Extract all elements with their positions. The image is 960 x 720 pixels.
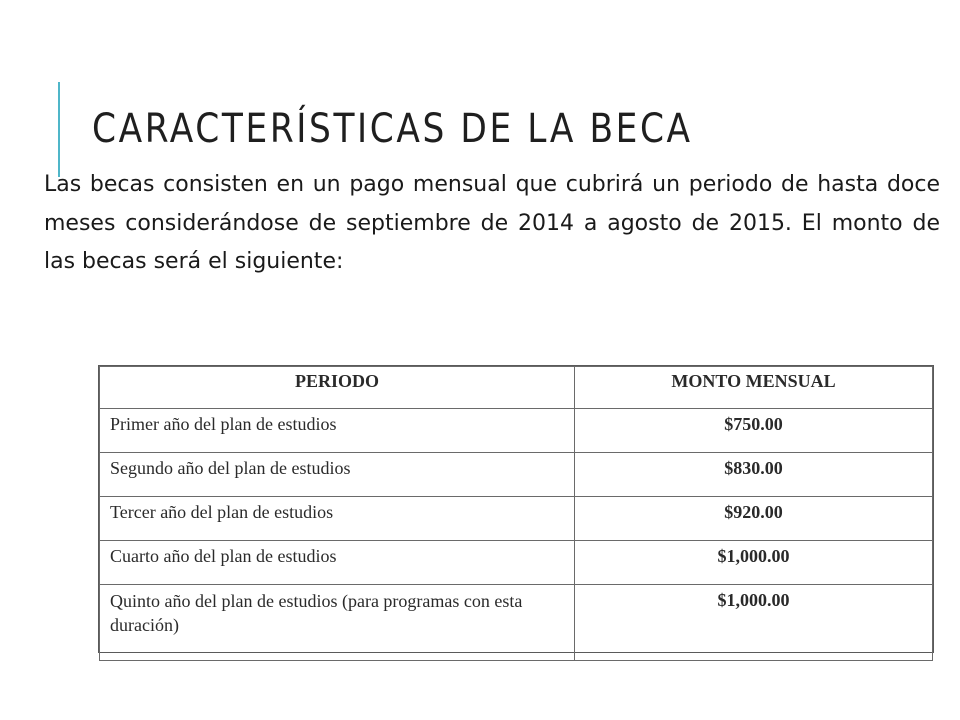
table-row xyxy=(100,453,933,497)
cell-monto: $830.00 xyxy=(575,453,933,497)
cell-periodo: Segundo año del plan de estudios xyxy=(100,453,575,497)
table-row xyxy=(100,409,933,453)
title-accent-bar xyxy=(58,82,60,177)
cell-monto: $750.00 xyxy=(575,409,933,453)
body-paragraph: Las becas consisten en un pago mensual que cubrirá un periodo de hasta doce meses considerándose de septiembre de 2014 a agosto de 2015. El monto de las becas será el siguiente: xyxy=(44,172,940,274)
table-row xyxy=(100,497,933,541)
slide-title: CARACTERÍSTICAS DE LA BECA xyxy=(92,106,693,152)
table-row xyxy=(100,585,933,661)
cell-periodo: Primer año del plan de estudios xyxy=(100,409,575,453)
cell-periodo: Cuarto año del plan de estudios xyxy=(100,541,575,585)
table-header-row xyxy=(100,367,933,409)
cell-monto: $1,000.00 xyxy=(575,541,933,585)
cell-monto: $920.00 xyxy=(575,497,933,541)
cell-monto: $1,000.00 xyxy=(575,585,933,661)
scholarship-table-container xyxy=(98,365,934,653)
cell-periodo: Tercer año del plan de estudios xyxy=(100,497,575,541)
scholarship-table xyxy=(99,366,933,661)
cell-periodo: Quinto año del plan de estudios (para programas con esta duración) xyxy=(100,585,575,661)
table-row xyxy=(100,541,933,585)
header-periodo: PERIODO xyxy=(100,367,575,409)
header-monto-mensual: MONTO MENSUAL xyxy=(575,367,933,409)
